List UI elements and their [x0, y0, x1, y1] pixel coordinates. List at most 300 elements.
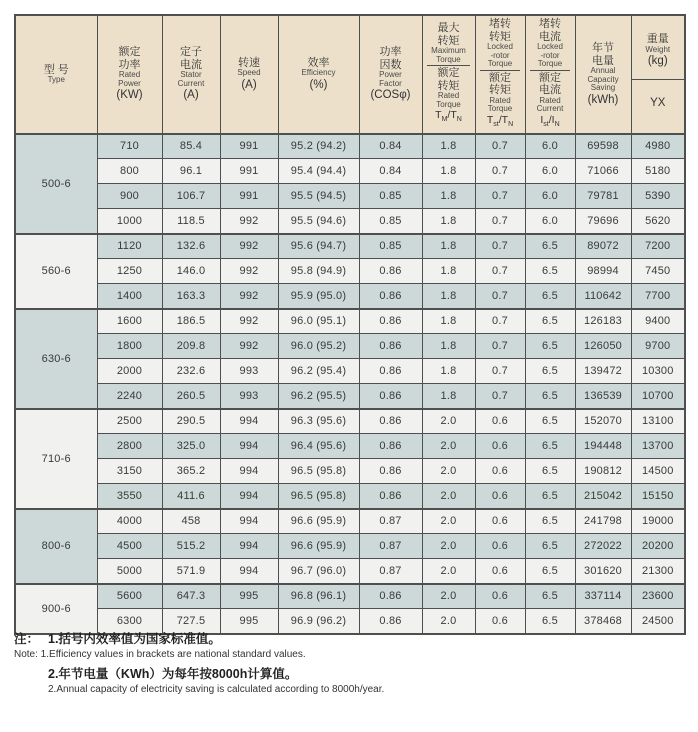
- data-cell: 139472: [575, 359, 631, 384]
- data-cell: 190812: [575, 459, 631, 484]
- data-cell: 95.9 (95.0): [278, 284, 359, 309]
- data-cell: 2240: [97, 384, 162, 409]
- header-lrc-bot-en1: Rated: [539, 95, 561, 105]
- data-cell: 1.8: [422, 184, 475, 209]
- header-saving-en2: Capacity: [587, 74, 619, 84]
- header-power-en1: Rated: [118, 70, 141, 80]
- data-cell: 6.5: [525, 584, 575, 609]
- data-cell: 0.7: [475, 334, 525, 359]
- data-cell: 6.5: [525, 509, 575, 534]
- data-cell: 96.7 (96.0): [278, 559, 359, 584]
- header-current-zh1: 定子: [180, 46, 202, 59]
- footnotes: [14, 631, 684, 697]
- data-cell: 6.5: [525, 234, 575, 259]
- header-current-en2: Current: [177, 78, 205, 88]
- data-cell: 0.86: [359, 359, 422, 384]
- data-cell: 0.6: [475, 459, 525, 484]
- data-cell: 2800: [97, 434, 162, 459]
- header-lrt-bot-en2: Torque: [487, 104, 513, 113]
- data-cell: 7700: [631, 284, 685, 309]
- table-row: [15, 509, 685, 534]
- col-header-locked-rotor-torque-ratio: [475, 15, 525, 134]
- data-cell: 209.8: [162, 334, 220, 359]
- header-power-en2: Power: [118, 78, 141, 88]
- data-cell: 96.2 (95.5): [278, 384, 359, 409]
- data-cell: 337114: [575, 584, 631, 609]
- table-row: [15, 559, 685, 584]
- data-cell: 1.8: [422, 159, 475, 184]
- header-power-unit: (KW): [116, 89, 143, 102]
- data-cell: 96.9 (96.2): [278, 609, 359, 634]
- data-cell: 994: [220, 509, 278, 534]
- data-cell: 0.86: [359, 334, 422, 359]
- header-eff-en: Efficiency: [301, 68, 336, 78]
- header-lrt-top-en1: Locked: [487, 42, 513, 51]
- data-cell: 378468: [575, 609, 631, 634]
- data-cell: 0.6: [475, 609, 525, 634]
- data-cell: 79781: [575, 184, 631, 209]
- data-cell: 6.0: [525, 134, 575, 159]
- table-row: [15, 459, 685, 484]
- table-row: [15, 359, 685, 384]
- data-cell: 993: [220, 359, 278, 384]
- data-cell: 1800: [97, 334, 162, 359]
- header-eff-zh: 效率: [307, 56, 330, 69]
- data-cell: 0.86: [359, 309, 422, 334]
- col-header-power-factor: [359, 15, 422, 134]
- data-cell: 232.6: [162, 359, 220, 384]
- motor-spec-table: [14, 14, 686, 635]
- data-cell: 2.0: [422, 509, 475, 534]
- table-row: [15, 184, 685, 209]
- data-cell: 0.7: [475, 384, 525, 409]
- type-group-cell: 710-6: [15, 409, 97, 509]
- note-label: 注：: [14, 632, 40, 646]
- data-cell: 215042: [575, 484, 631, 509]
- data-cell: 126050: [575, 334, 631, 359]
- data-cell: 0.6: [475, 409, 525, 434]
- header-speed-zh: 转速: [238, 56, 260, 69]
- data-cell: 2.0: [422, 559, 475, 584]
- header-pf-en2: Factor: [379, 78, 402, 88]
- data-cell: 992: [220, 334, 278, 359]
- data-cell: 0.6: [475, 509, 525, 534]
- header-lrc-bot-zh1: 额定: [539, 71, 561, 84]
- data-cell: 1000: [97, 209, 162, 234]
- data-cell: 458: [162, 509, 220, 534]
- data-cell: 1250: [97, 259, 162, 284]
- data-cell: 9700: [631, 334, 685, 359]
- data-cell: 98994: [575, 259, 631, 284]
- type-group-cell: 500-6: [15, 134, 97, 234]
- data-cell: 6.0: [525, 159, 575, 184]
- data-cell: 0.6: [475, 584, 525, 609]
- data-cell: 96.6 (95.9): [278, 509, 359, 534]
- data-cell: 0.6: [475, 484, 525, 509]
- data-cell: 96.5 (95.8): [278, 484, 359, 509]
- data-cell: 13700: [631, 434, 685, 459]
- data-cell: 6.5: [525, 434, 575, 459]
- header-maxt-bot-zh2: 转矩: [437, 79, 460, 92]
- data-cell: 1.8: [422, 284, 475, 309]
- data-cell: 0.86: [359, 484, 422, 509]
- data-cell: 14500: [631, 459, 685, 484]
- col-header-weight: [631, 15, 685, 134]
- data-cell: 991: [220, 159, 278, 184]
- data-cell: 647.3: [162, 584, 220, 609]
- header-lrt-top-zh1: 堵转: [489, 18, 511, 30]
- data-cell: 0.86: [359, 609, 422, 634]
- header-lrc-top-en2: -rotor: [540, 50, 560, 60]
- data-cell: 2.0: [422, 609, 475, 634]
- header-saving-zh1: 年节: [592, 42, 614, 55]
- data-cell: 0.6: [475, 559, 525, 584]
- data-cell: 1120: [97, 234, 162, 259]
- data-cell: 95.4 (94.4): [278, 159, 359, 184]
- header-lrc-bot-zh2: 电流: [539, 84, 561, 96]
- col-header-speed: [220, 15, 278, 134]
- header-speed-en: Speed: [237, 68, 261, 78]
- col-header-efficiency: [278, 15, 359, 134]
- data-cell: 6.5: [525, 559, 575, 584]
- data-cell: 0.7: [475, 309, 525, 334]
- header-pf-en1: Power: [379, 70, 402, 80]
- data-cell: 0.7: [475, 159, 525, 184]
- data-cell: 186.5: [162, 309, 220, 334]
- data-cell: 0.85: [359, 234, 422, 259]
- table-row: [15, 334, 685, 359]
- data-cell: 95.5 (94.5): [278, 184, 359, 209]
- data-cell: 10300: [631, 359, 685, 384]
- col-header-rated-power: [97, 15, 162, 134]
- data-cell: 4980: [631, 134, 685, 159]
- header-lrt-bot-zh1: 额定: [489, 71, 511, 84]
- data-cell: 992: [220, 309, 278, 334]
- header-lrt-top-zh2: 转矩: [489, 30, 511, 43]
- header-maxt-top-zh2: 转矩: [437, 34, 460, 47]
- data-cell: 0.84: [359, 134, 422, 159]
- header-lrt-bot-en1: Rated: [489, 95, 511, 105]
- col-header-type: [15, 15, 97, 134]
- data-cell: 900: [97, 184, 162, 209]
- data-cell: 992: [220, 259, 278, 284]
- data-cell: 0.86: [359, 409, 422, 434]
- header-maxt-bot-zh1: 额定: [437, 67, 460, 80]
- table-row: [15, 159, 685, 184]
- header-lrt-top-en3: Torque: [487, 59, 513, 68]
- table-row: [15, 409, 685, 434]
- data-cell: 1.8: [422, 334, 475, 359]
- data-cell: 994: [220, 434, 278, 459]
- data-cell: 95.2 (94.2): [278, 134, 359, 159]
- col-header-max-torque-ratio: [422, 15, 475, 134]
- data-cell: 991: [220, 134, 278, 159]
- header-speed-unit: (A): [241, 78, 257, 91]
- data-cell: 0.84: [359, 159, 422, 184]
- header-lrc-top-zh1: 堵转: [539, 18, 561, 30]
- data-cell: 6.0: [525, 184, 575, 209]
- header-lrc-top-en1: Locked: [537, 42, 563, 51]
- data-cell: 4000: [97, 509, 162, 534]
- data-cell: 0.85: [359, 209, 422, 234]
- data-cell: 96.4 (95.6): [278, 434, 359, 459]
- data-cell: 0.86: [359, 584, 422, 609]
- data-cell: 0.87: [359, 534, 422, 559]
- data-cell: 2.0: [422, 459, 475, 484]
- data-cell: 992: [220, 234, 278, 259]
- data-cell: 152070: [575, 409, 631, 434]
- data-cell: 96.5 (95.8): [278, 459, 359, 484]
- data-cell: 0.86: [359, 434, 422, 459]
- table-row: [15, 134, 685, 159]
- data-cell: 96.8 (96.1): [278, 584, 359, 609]
- table-row: [15, 259, 685, 284]
- data-cell: 2500: [97, 409, 162, 434]
- data-cell: 96.0 (95.1): [278, 309, 359, 334]
- data-cell: 69598: [575, 134, 631, 159]
- header-lrt-top-en2: -rotor: [490, 50, 510, 60]
- type-group-cell: 900-6: [15, 584, 97, 634]
- header-maxt-bot-en2: Torque: [436, 99, 461, 109]
- data-cell: 1.8: [422, 384, 475, 409]
- data-cell: 1400: [97, 284, 162, 309]
- data-cell: 995: [220, 584, 278, 609]
- data-cell: 2.0: [422, 434, 475, 459]
- data-cell: 6.5: [525, 484, 575, 509]
- data-cell: 5180: [631, 159, 685, 184]
- header-lrc-ratio: $I_{st}/I_N$: [540, 113, 560, 128]
- data-cell: 96.1: [162, 159, 220, 184]
- data-cell: 5000: [97, 559, 162, 584]
- table-row: [15, 484, 685, 509]
- header-lrc-top-en3: Torque: [537, 59, 563, 68]
- header-maxt-top-zh1: 最大: [437, 22, 460, 35]
- data-cell: 6300: [97, 609, 162, 634]
- header-maxt-top-en1: Maximum: [431, 46, 466, 56]
- data-cell: 994: [220, 409, 278, 434]
- data-cell: 3550: [97, 484, 162, 509]
- col-header-locked-rotor-current-ratio: [525, 15, 575, 134]
- header-current-en1: Stator: [180, 70, 202, 80]
- data-cell: 727.5: [162, 609, 220, 634]
- data-cell: 0.7: [475, 234, 525, 259]
- table-row: [15, 234, 685, 259]
- data-cell: 260.5: [162, 384, 220, 409]
- data-cell: 21300: [631, 559, 685, 584]
- header-pf-zh2: 因数: [379, 58, 402, 71]
- data-cell: 24500: [631, 609, 685, 634]
- col-header-stator-current: [162, 15, 220, 134]
- data-cell: 2000: [97, 359, 162, 384]
- data-cell: 992: [220, 209, 278, 234]
- data-cell: 13100: [631, 409, 685, 434]
- data-cell: 1.8: [422, 259, 475, 284]
- data-cell: 1.8: [422, 209, 475, 234]
- note-line-1-zh: [14, 631, 684, 648]
- data-cell: 136539: [575, 384, 631, 409]
- header-lrc-top-zh2: 电流: [539, 30, 561, 43]
- data-cell: 95.8 (94.9): [278, 259, 359, 284]
- type-group-cell: 630-6: [15, 309, 97, 409]
- data-cell: 6.5: [525, 534, 575, 559]
- table-row: [15, 384, 685, 409]
- data-cell: 6.5: [525, 384, 575, 409]
- header-lrc-bot-en2: Current: [536, 104, 564, 113]
- header-lrt-ratio: $T_{st}/T_N$: [486, 113, 514, 128]
- table-row: [15, 209, 685, 234]
- header-saving-en1: Annual: [590, 66, 616, 76]
- data-cell: 6.0: [525, 209, 575, 234]
- data-cell: 6.5: [525, 284, 575, 309]
- data-cell: 411.6: [162, 484, 220, 509]
- data-cell: 146.0: [162, 259, 220, 284]
- data-cell: 110642: [575, 284, 631, 309]
- header-lrt-bot-zh2: 转矩: [489, 84, 511, 96]
- table-header: [15, 15, 685, 134]
- data-cell: 132.6: [162, 234, 220, 259]
- header-weight-unit: (kg): [647, 55, 668, 68]
- data-cell: 0.7: [475, 284, 525, 309]
- data-cell: 163.3: [162, 284, 220, 309]
- data-cell: 1.8: [422, 359, 475, 384]
- table-row: [15, 309, 685, 334]
- data-cell: 0.7: [475, 359, 525, 384]
- data-cell: 0.7: [475, 259, 525, 284]
- data-cell: 2.0: [422, 484, 475, 509]
- note-1-zh-text: 1.括号内效率值为国家标准值。: [48, 632, 221, 646]
- data-cell: 290.5: [162, 409, 220, 434]
- data-cell: 79696: [575, 209, 631, 234]
- data-cell: 7450: [631, 259, 685, 284]
- header-eff-unit: (%): [309, 78, 328, 91]
- data-cell: 6.5: [525, 259, 575, 284]
- header-weight-zh: 重量: [646, 33, 669, 46]
- data-cell: 6.5: [525, 334, 575, 359]
- data-cell: 89072: [575, 234, 631, 259]
- data-cell: 2.0: [422, 409, 475, 434]
- data-cell: 0.86: [359, 284, 422, 309]
- header-pf-zh1: 功率: [379, 46, 402, 59]
- data-cell: 3150: [97, 459, 162, 484]
- header-weight-en: Weight: [645, 44, 671, 54]
- table-body: [15, 134, 685, 634]
- note-line-1-en: Note: 1.Efficiency values in brackets are national standard values.: [14, 649, 306, 660]
- header-pf-unit: (COSφ): [370, 89, 411, 102]
- header-weight-series: YX: [650, 97, 666, 110]
- data-cell: 0.7: [475, 209, 525, 234]
- data-cell: 96.6 (95.9): [278, 534, 359, 559]
- data-cell: 994: [220, 459, 278, 484]
- data-cell: 96.0 (95.2): [278, 334, 359, 359]
- data-cell: 5620: [631, 209, 685, 234]
- data-cell: 1.8: [422, 309, 475, 334]
- header-power-zh2: 功率: [118, 58, 141, 71]
- data-cell: 19000: [631, 509, 685, 534]
- header-current-unit: (A): [183, 89, 199, 102]
- data-cell: 0.86: [359, 459, 422, 484]
- header-maxt-bot-en1: Rated: [437, 91, 460, 101]
- table-row: [15, 284, 685, 309]
- data-cell: 0.86: [359, 384, 422, 409]
- header-type-en: Type: [47, 75, 65, 85]
- data-cell: 126183: [575, 309, 631, 334]
- data-cell: 10700: [631, 384, 685, 409]
- header-saving-zh2: 电量: [592, 54, 614, 67]
- header-saving-en3: Saving: [590, 83, 616, 93]
- data-cell: 96.2 (95.4): [278, 359, 359, 384]
- data-cell: 85.4: [162, 134, 220, 159]
- data-cell: 272022: [575, 534, 631, 559]
- data-cell: 0.87: [359, 509, 422, 534]
- data-cell: 994: [220, 484, 278, 509]
- header-maxt-ratio: $T_M/T_N$: [435, 109, 462, 124]
- data-cell: 1.8: [422, 234, 475, 259]
- data-cell: 7200: [631, 234, 685, 259]
- data-cell: 800: [97, 159, 162, 184]
- data-cell: 365.2: [162, 459, 220, 484]
- header-maxt-top-en2: Torque: [436, 54, 461, 64]
- data-cell: 0.6: [475, 434, 525, 459]
- data-cell: 2.0: [422, 584, 475, 609]
- data-cell: 9400: [631, 309, 685, 334]
- data-cell: 571.9: [162, 559, 220, 584]
- data-cell: 0.85: [359, 184, 422, 209]
- fraction-divider: [530, 70, 570, 71]
- data-cell: 20200: [631, 534, 685, 559]
- data-cell: 5600: [97, 584, 162, 609]
- header-power-zh1: 额定: [118, 46, 141, 59]
- data-cell: 6.5: [525, 359, 575, 384]
- data-cell: 994: [220, 534, 278, 559]
- data-cell: 95.5 (94.6): [278, 209, 359, 234]
- table-row: [15, 534, 685, 559]
- data-cell: 241798: [575, 509, 631, 534]
- data-cell: 993: [220, 384, 278, 409]
- data-cell: 4500: [97, 534, 162, 559]
- header-saving-unit: (kWh): [587, 93, 619, 106]
- data-cell: 0.7: [475, 134, 525, 159]
- data-cell: 994: [220, 559, 278, 584]
- table-row: [15, 434, 685, 459]
- note-line-2-en: 2.Annual capacity of electricity saving is calculated according to 8000h/year.: [48, 684, 385, 695]
- data-cell: 0.6: [475, 534, 525, 559]
- data-cell: 6.5: [525, 309, 575, 334]
- data-cell: 710: [97, 134, 162, 159]
- header-current-zh2: 电流: [180, 58, 202, 71]
- data-cell: 301620: [575, 559, 631, 584]
- data-cell: 1.8: [422, 134, 475, 159]
- data-cell: 325.0: [162, 434, 220, 459]
- data-cell: 515.2: [162, 534, 220, 559]
- data-cell: 1600: [97, 309, 162, 334]
- table-row: [15, 609, 685, 634]
- header-type-zh: 型 号: [43, 63, 69, 76]
- table-row: [15, 584, 685, 609]
- data-cell: 6.5: [525, 609, 575, 634]
- data-cell: 991: [220, 184, 278, 209]
- data-cell: 6.5: [525, 409, 575, 434]
- data-cell: 992: [220, 284, 278, 309]
- data-cell: 995: [220, 609, 278, 634]
- data-cell: 6.5: [525, 459, 575, 484]
- data-cell: 194448: [575, 434, 631, 459]
- data-cell: 106.7: [162, 184, 220, 209]
- data-cell: 0.7: [475, 184, 525, 209]
- data-cell: 118.5: [162, 209, 220, 234]
- data-cell: 23600: [631, 584, 685, 609]
- data-cell: 0.87: [359, 559, 422, 584]
- data-cell: 96.3 (95.6): [278, 409, 359, 434]
